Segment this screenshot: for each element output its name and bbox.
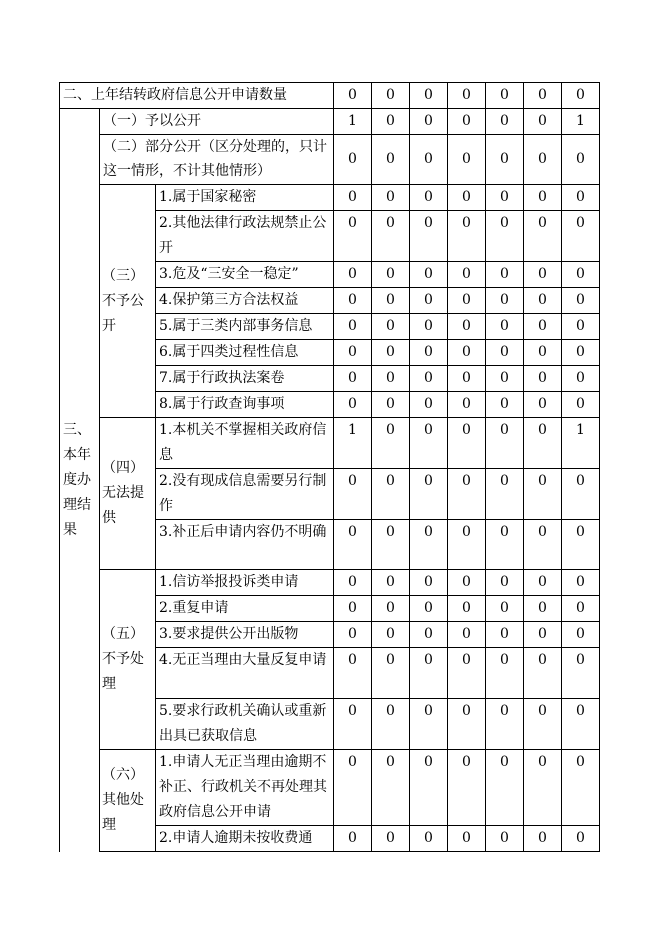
count-cell: 0 bbox=[334, 211, 372, 262]
noprocess-item-label: 5.要求行政机关确认或重新出具已获取信息 bbox=[156, 699, 334, 750]
deny-item-label: 6.属于四类过程性信息 bbox=[156, 340, 334, 366]
count-cell: 0 bbox=[334, 570, 372, 596]
count-cell: 0 bbox=[410, 185, 448, 211]
count-cell: 0 bbox=[524, 83, 562, 109]
partial-label: （二）部分公开（区分处理的，只计这一情形，不计其他情形） bbox=[100, 135, 334, 185]
count-cell: 0 bbox=[448, 570, 486, 596]
count-cell: 0 bbox=[334, 83, 372, 109]
noprocess-item-label: 1.信访举报投诉类申请 bbox=[156, 570, 334, 596]
count-cell: 0 bbox=[410, 418, 448, 469]
noprocess-item-label: 2.重复申请 bbox=[156, 596, 334, 622]
count-cell: 0 bbox=[448, 750, 486, 826]
count-cell: 0 bbox=[448, 211, 486, 262]
count-cell: 0 bbox=[372, 826, 410, 852]
count-cell: 0 bbox=[524, 366, 562, 392]
count-cell: 0 bbox=[524, 570, 562, 596]
table-body bbox=[60, 83, 600, 852]
count-cell: 0 bbox=[372, 418, 410, 469]
deny-item-label: 1.属于国家秘密 bbox=[156, 185, 334, 211]
count-cell: 0 bbox=[486, 314, 524, 340]
count-cell: 0 bbox=[410, 109, 448, 135]
count-cell: 0 bbox=[372, 185, 410, 211]
count-cell: 0 bbox=[486, 648, 524, 699]
count-cell: 0 bbox=[410, 262, 448, 288]
count-cell: 0 bbox=[334, 392, 372, 418]
noprocess-group-label: （五）不予处理 bbox=[100, 570, 156, 750]
count-cell: 0 bbox=[410, 570, 448, 596]
count-cell: 0 bbox=[486, 288, 524, 314]
count-cell: 0 bbox=[562, 826, 600, 852]
count-cell: 0 bbox=[410, 648, 448, 699]
count-cell: 0 bbox=[448, 826, 486, 852]
count-cell: 0 bbox=[448, 83, 486, 109]
count-cell: 0 bbox=[448, 596, 486, 622]
count-cell: 0 bbox=[372, 109, 410, 135]
row-other-1 bbox=[60, 750, 600, 826]
count-cell: 1 bbox=[562, 418, 600, 469]
count-cell: 0 bbox=[448, 340, 486, 366]
count-cell: 0 bbox=[486, 596, 524, 622]
count-cell: 0 bbox=[486, 392, 524, 418]
count-cell: 1 bbox=[562, 109, 600, 135]
count-cell: 0 bbox=[562, 750, 600, 826]
count-cell: 0 bbox=[334, 366, 372, 392]
count-cell: 0 bbox=[562, 570, 600, 596]
count-cell: 0 bbox=[524, 185, 562, 211]
count-cell: 0 bbox=[562, 622, 600, 648]
count-cell: 0 bbox=[410, 83, 448, 109]
noprocess-item-label: 3.要求提供公开出版物 bbox=[156, 622, 334, 648]
disclosure-stats-table bbox=[59, 82, 600, 852]
count-cell: 0 bbox=[562, 699, 600, 750]
count-cell: 0 bbox=[524, 340, 562, 366]
unable-item-label: 2.没有现成信息需要另行制作 bbox=[156, 469, 334, 520]
count-cell: 0 bbox=[524, 109, 562, 135]
count-cell: 0 bbox=[410, 520, 448, 570]
count-cell: 0 bbox=[524, 469, 562, 520]
count-cell: 0 bbox=[334, 314, 372, 340]
count-cell: 0 bbox=[562, 366, 600, 392]
count-cell: 0 bbox=[524, 699, 562, 750]
count-cell: 0 bbox=[410, 135, 448, 185]
count-cell: 0 bbox=[410, 366, 448, 392]
count-cell: 0 bbox=[372, 211, 410, 262]
count-cell: 0 bbox=[448, 314, 486, 340]
count-cell: 0 bbox=[372, 314, 410, 340]
count-cell: 0 bbox=[562, 596, 600, 622]
count-cell: 0 bbox=[334, 826, 372, 852]
count-cell: 0 bbox=[372, 699, 410, 750]
count-cell: 0 bbox=[334, 262, 372, 288]
count-cell: 0 bbox=[448, 288, 486, 314]
count-cell: 0 bbox=[448, 366, 486, 392]
unable-group-label: （四）无法提供 bbox=[100, 418, 156, 570]
count-cell: 0 bbox=[334, 596, 372, 622]
count-cell: 0 bbox=[372, 340, 410, 366]
count-cell: 0 bbox=[486, 570, 524, 596]
count-cell: 0 bbox=[562, 262, 600, 288]
count-cell: 0 bbox=[448, 648, 486, 699]
count-cell: 0 bbox=[448, 135, 486, 185]
count-cell: 0 bbox=[524, 418, 562, 469]
deny-item-label: 5.属于三类内部事务信息 bbox=[156, 314, 334, 340]
count-cell: 0 bbox=[372, 83, 410, 109]
count-cell: 0 bbox=[562, 392, 600, 418]
deny-group-label: （三）不予公开 bbox=[100, 185, 156, 418]
count-cell: 0 bbox=[372, 648, 410, 699]
count-cell: 0 bbox=[410, 392, 448, 418]
count-cell: 0 bbox=[410, 750, 448, 826]
count-cell: 0 bbox=[334, 520, 372, 570]
count-cell: 0 bbox=[486, 109, 524, 135]
count-cell: 0 bbox=[524, 750, 562, 826]
count-cell: 0 bbox=[372, 135, 410, 185]
count-cell: 0 bbox=[486, 750, 524, 826]
count-cell: 0 bbox=[448, 262, 486, 288]
count-cell: 0 bbox=[562, 520, 600, 570]
row-deny-1 bbox=[60, 185, 600, 211]
count-cell: 0 bbox=[562, 288, 600, 314]
count-cell: 0 bbox=[334, 340, 372, 366]
count-cell: 0 bbox=[448, 469, 486, 520]
count-cell: 0 bbox=[334, 288, 372, 314]
count-cell: 0 bbox=[372, 469, 410, 520]
count-cell: 0 bbox=[372, 622, 410, 648]
noprocess-item-label: 4.无正当理由大量反复申请 bbox=[156, 648, 334, 699]
deny-item-label: 3.危及“三安全一稳定” bbox=[156, 262, 334, 288]
count-cell: 0 bbox=[486, 469, 524, 520]
count-cell: 0 bbox=[372, 366, 410, 392]
count-cell: 0 bbox=[372, 570, 410, 596]
count-cell: 0 bbox=[448, 392, 486, 418]
other-item-label: 1.申请人无正当理由逾期不补正、行政机关不再处理其政府信息公开申请 bbox=[156, 750, 334, 826]
count-cell: 0 bbox=[562, 469, 600, 520]
count-cell: 0 bbox=[334, 699, 372, 750]
other-group-label: （六）其他处理 bbox=[100, 750, 156, 852]
count-cell: 0 bbox=[486, 520, 524, 570]
count-cell: 0 bbox=[486, 340, 524, 366]
count-cell: 0 bbox=[562, 185, 600, 211]
count-cell: 0 bbox=[562, 340, 600, 366]
count-cell: 0 bbox=[562, 135, 600, 185]
count-cell: 0 bbox=[334, 185, 372, 211]
count-cell: 0 bbox=[486, 826, 524, 852]
count-cell: 0 bbox=[372, 750, 410, 826]
count-cell: 0 bbox=[524, 520, 562, 570]
count-cell: 0 bbox=[410, 340, 448, 366]
count-cell: 0 bbox=[410, 469, 448, 520]
row-partial bbox=[60, 135, 600, 185]
count-cell: 0 bbox=[334, 648, 372, 699]
carryover-label: 二、上年结转政府信息公开申请数量 bbox=[60, 83, 334, 109]
count-cell: 0 bbox=[448, 109, 486, 135]
count-cell: 0 bbox=[448, 622, 486, 648]
count-cell: 0 bbox=[562, 314, 600, 340]
count-cell: 0 bbox=[486, 83, 524, 109]
count-cell: 0 bbox=[448, 699, 486, 750]
count-cell: 0 bbox=[524, 211, 562, 262]
count-cell: 0 bbox=[562, 648, 600, 699]
count-cell: 0 bbox=[410, 622, 448, 648]
count-cell: 0 bbox=[410, 699, 448, 750]
count-cell: 0 bbox=[486, 366, 524, 392]
unable-item-label: 1.本机关不掌握相关政府信息 bbox=[156, 418, 334, 469]
count-cell: 0 bbox=[562, 211, 600, 262]
count-cell: 0 bbox=[524, 648, 562, 699]
deny-item-label: 8.属于行政查询事项 bbox=[156, 392, 334, 418]
count-cell: 0 bbox=[524, 288, 562, 314]
deny-item-label: 2.其他法律行政法规禁止公开 bbox=[156, 211, 334, 262]
count-cell: 0 bbox=[410, 826, 448, 852]
deny-item-label: 7.属于行政执法案卷 bbox=[156, 366, 334, 392]
row-grant bbox=[60, 109, 600, 135]
other-item-label: 2.申请人逾期未按收费通 bbox=[156, 826, 334, 852]
row-carryover bbox=[60, 83, 600, 109]
count-cell: 0 bbox=[372, 392, 410, 418]
count-cell: 0 bbox=[486, 699, 524, 750]
count-cell: 0 bbox=[486, 135, 524, 185]
count-cell: 0 bbox=[486, 185, 524, 211]
count-cell: 0 bbox=[562, 83, 600, 109]
count-cell: 0 bbox=[410, 596, 448, 622]
count-cell: 0 bbox=[524, 596, 562, 622]
count-cell: 0 bbox=[486, 622, 524, 648]
count-cell: 0 bbox=[334, 469, 372, 520]
count-cell: 0 bbox=[410, 211, 448, 262]
count-cell: 0 bbox=[372, 288, 410, 314]
count-cell: 0 bbox=[524, 826, 562, 852]
count-cell: 0 bbox=[372, 520, 410, 570]
count-cell: 0 bbox=[524, 135, 562, 185]
deny-item-label: 4.保护第三方合法权益 bbox=[156, 288, 334, 314]
count-cell: 0 bbox=[486, 418, 524, 469]
count-cell: 0 bbox=[372, 596, 410, 622]
unable-item-label: 3.补正后申请内容仍不明确 bbox=[156, 520, 334, 570]
count-cell: 0 bbox=[372, 262, 410, 288]
count-cell: 0 bbox=[448, 418, 486, 469]
count-cell: 0 bbox=[524, 314, 562, 340]
count-cell: 0 bbox=[524, 622, 562, 648]
count-cell: 0 bbox=[334, 135, 372, 185]
row-unable-1 bbox=[60, 418, 600, 469]
grant-label: （一）予以公开 bbox=[100, 109, 334, 135]
count-cell: 1 bbox=[334, 418, 372, 469]
count-cell: 0 bbox=[486, 211, 524, 262]
row-noprocess-1 bbox=[60, 570, 600, 596]
count-cell: 0 bbox=[524, 392, 562, 418]
count-cell: 0 bbox=[486, 262, 524, 288]
count-cell: 0 bbox=[410, 314, 448, 340]
count-cell: 0 bbox=[410, 288, 448, 314]
count-cell: 0 bbox=[334, 750, 372, 826]
count-cell: 0 bbox=[448, 520, 486, 570]
count-cell: 0 bbox=[334, 622, 372, 648]
count-cell: 1 bbox=[334, 109, 372, 135]
count-cell: 0 bbox=[524, 262, 562, 288]
count-cell: 0 bbox=[448, 185, 486, 211]
section3-label: 三、本年度办理结果 bbox=[60, 109, 100, 852]
